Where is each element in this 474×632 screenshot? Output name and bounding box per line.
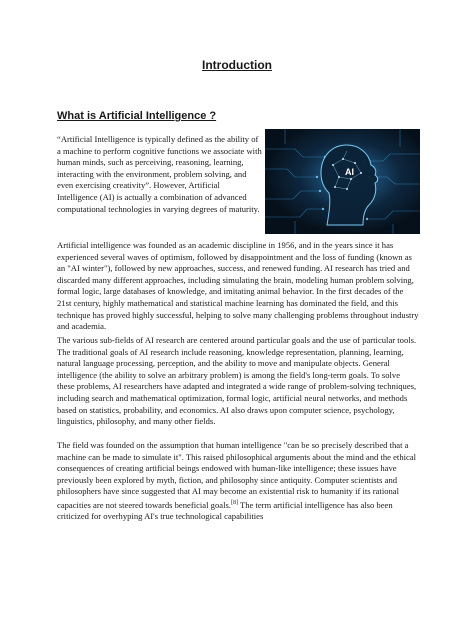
paragraph-philosophy-part2: The term artificial intelligence has also been criticized for overhyping AI's true technological capabilities (57, 499, 393, 522)
paragraph-philosophy-part1: The field was founded on the assumption that human intelligence "can be so precisely described that a machine can be made to simulate it". This raised philosophical arguments about the mind and the ethical consequences of creating artificial beings endowed with human-like intelligence; these issues have previously been explored by myth, fiction, and philosophy since antiquity. Computer scientists and philosophers have since suggested that AI may become an existential risk to humanity if its rational capacities are not steered towards beneficial goals. (57, 440, 417, 510)
page-title: Introduction (202, 58, 272, 72)
paragraph-philosophy (57, 440, 419, 523)
citation-ref: [8] (230, 499, 238, 506)
paragraph-definition: “Artificial Intelligence is typically defined as the ability of a machine to perform cognitive functions we associate with human minds, such as perceiving, reasoning, learning, interacting with the environment, problem solving, and even exercising creativity”. However, Artificial Intelligence (AI) is actually a combination of advanced computational technologies in varying degrees of maturity. (57, 134, 262, 214)
figure-label: AI (345, 167, 354, 177)
section-heading: What is Artificial Intelligence ? (57, 110, 217, 122)
ai-head-graphic (265, 129, 420, 234)
ai-head-illustration (265, 129, 420, 234)
paragraph-subfields: The various sub-fields of AI research are centered around particular goals and the use of particular tools. The traditional goals of AI research include reasoning, knowledge representation, planning, learning, natural language processing, perception, and the ability to move and manipulate objects. General intelligence (the ability to solve an arbitrary problem) is among the field's long-term goals. To solve these problems, AI researchers have adapted and integrated a wide range of problem-solving techniques, including search and mathematical optimization, formal logic, artificial neural networks, and methods based on statistics, probability, and economics. AI also draws upon computer science, psychology, linguistics, philosophy, and many other fields. (57, 335, 417, 427)
paragraph-history: Artificial intelligence was founded as an academic discipline in 1956, and in the years since it has experienced several waves of optimism, followed by disappointment and the loss of funding (known as an "AI winter"), followed by new approaches, success, and renewed funding. AI research has tried and discarded many different approaches, including simulating the brain, modeling human problem solving, formal logic, large databases of knowledge, and imitating animal behavior. In the first decades of the 21st century, highly mathematical and statistical machine learning has dominated the field, and this technique has proved highly successful, helping to solve many challenging problems throughout industry and academia. (57, 240, 419, 332)
